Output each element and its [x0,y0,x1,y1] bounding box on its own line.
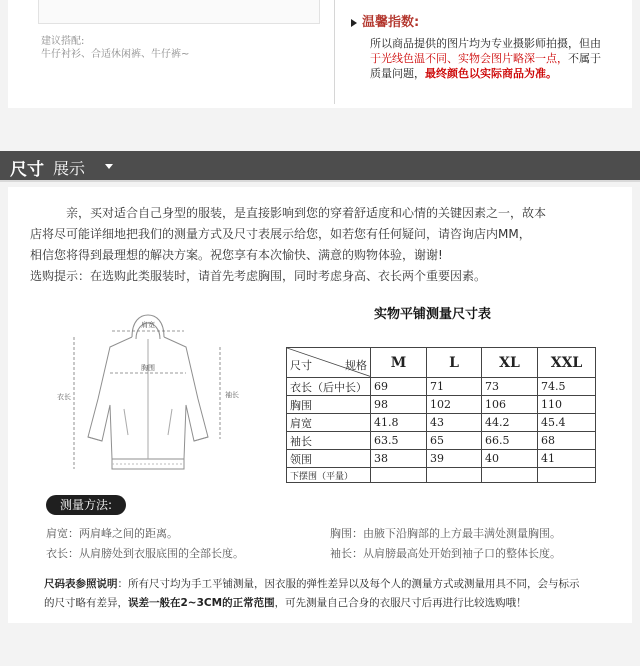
table-row [287,378,596,396]
size-header-l: L [427,348,482,378]
measure-method-badge: 测量方法: [46,495,126,515]
size-header-xl: XL [482,348,538,378]
row-label: 下摆围（平量） [287,468,371,483]
length-label: 衣长 [57,393,71,401]
table-row [287,396,596,414]
intro-line-3: 相信您将得到最理想的解决方案。祝您享有本次愉快、满意的购物体验，谢谢! [30,248,443,262]
corner-label-left: 尺寸 [290,359,312,372]
note-line-2 [44,594,624,613]
table-cell: 71 [427,378,482,396]
size-table-title: 实物平铺测量尺寸表 [374,307,492,322]
match-label: 建议搭配: [41,36,85,47]
tip-body [370,36,624,81]
section-header [0,151,640,180]
table-cell: 44.2 [482,414,538,432]
table-cell: 38 [371,450,427,468]
note-label: 尺码表参照说明 [44,578,118,590]
table-cell [538,468,596,483]
table-cell: 41 [538,450,596,468]
table-cell: 65 [427,432,482,450]
table-cell: 102 [427,396,482,414]
size-table-corner [287,348,371,378]
note-text-2-tail: ，可先测量自己合身的衣服尺寸后再进行比较选购哦！ [274,597,527,609]
note-text-2-bold: 误差一般在2~3CM的正常范围 [128,597,275,609]
tip-title-text: 温馨指数: [362,15,420,30]
tip-line-3-normal: 质量问题， [370,67,425,80]
table-cell: 110 [538,396,596,414]
table-cell: 68 [538,432,596,450]
row-label: 领围 [287,450,371,468]
intro-line-1: 亲，买对适合自己身型的服装，是直接影响到您的穿着舒适度和心情的关键因素之一，故本 [66,206,547,220]
table-cell: 43 [427,414,482,432]
method-chest: 胸围：由腋下沿胸部的上方最丰满处测量胸围。 [330,527,561,540]
intro-line-4: 选购提示：在选购此类服装时，请首先考虑胸围，同时考虑身高、衣长两个重要因素。 [30,269,487,283]
table-row [287,468,596,483]
note-line-1 [44,575,624,594]
table-cell [482,468,538,483]
table-cell: 40 [482,450,538,468]
size-info-card [8,187,632,623]
section-title-light: 展示 [53,159,86,178]
sleeve-label: 袖长 [225,391,239,399]
intro-text [30,203,614,287]
table-cell: 69 [371,378,427,396]
table-cell: 39 [427,450,482,468]
table-row [287,414,596,432]
tip-line-2-red: 于光线色温不同、实物会图片略深一点， [370,52,568,65]
method-length: 衣长：从肩膀处到衣服底围的全部长度。 [46,547,244,560]
note-text-2: 的尺寸略有差异， [44,597,128,609]
size-table-header [287,348,596,378]
table-cell [371,468,427,483]
row-label: 胸围 [287,396,371,414]
match-items: 牛仔衬衫、合适休闲裤、牛仔裤~ [41,49,190,60]
size-header-xxl: XXL [538,348,596,378]
table-cell: 74.5 [538,378,596,396]
shoulder-label: 肩宽 [141,321,155,329]
table-cell: 106 [482,396,538,414]
divider [334,0,335,104]
product-info-card [8,0,632,108]
table-cell: 41.8 [371,414,427,432]
table-row [287,432,596,450]
chest-label: 胸围 [141,364,155,372]
row-label: 袖长 [287,432,371,450]
size-header-m: M [371,348,427,378]
tip-title [351,11,419,30]
section-underline [0,180,640,182]
intro-line-2: 店将尽可能详细地把我们的测量方式及尺寸表展示给您，如若您有任何疑问，请咨询店内MM， [30,227,531,241]
table-row [287,450,596,468]
tip-line-2-tail: 不属于 [568,52,601,65]
method-shoulder: 肩宽：两肩峰之间的距离。 [46,527,178,540]
table-cell [427,468,482,483]
table-cell: 45.4 [538,414,596,432]
table-cell: 66.5 [482,432,538,450]
table-cell: 98 [371,396,427,414]
section-title-bold: 尺寸 [10,160,44,180]
product-photo [38,0,320,24]
method-sleeve: 袖长：从肩膀最高处开始到袖子口的整体长度。 [330,547,561,560]
corner-label-right: 规格 [345,359,367,372]
row-label: 衣长（后中长） [287,378,371,396]
tip-line-1: 所以商品提供的图片均为专业摄影师拍摄，但由 [370,37,601,50]
row-label: 肩宽 [287,414,371,432]
jacket-diagram [48,309,248,479]
note-text-1: ：所有尺寸均为手工平铺测量，因衣服的弹性差异以及每个人的测量方式或测量用具不同，会与标示 [117,578,580,590]
size-note [44,575,624,613]
size-table [286,347,596,483]
chevron-down-icon [105,164,113,169]
tip-line-2 [370,51,624,66]
tip-line-3 [370,66,624,81]
tip-line-3-red: 最终颜色以实际商品为准。 [425,67,557,80]
table-cell: 63.5 [371,432,427,450]
arrow-right-icon [351,19,357,27]
table-cell: 73 [482,378,538,396]
